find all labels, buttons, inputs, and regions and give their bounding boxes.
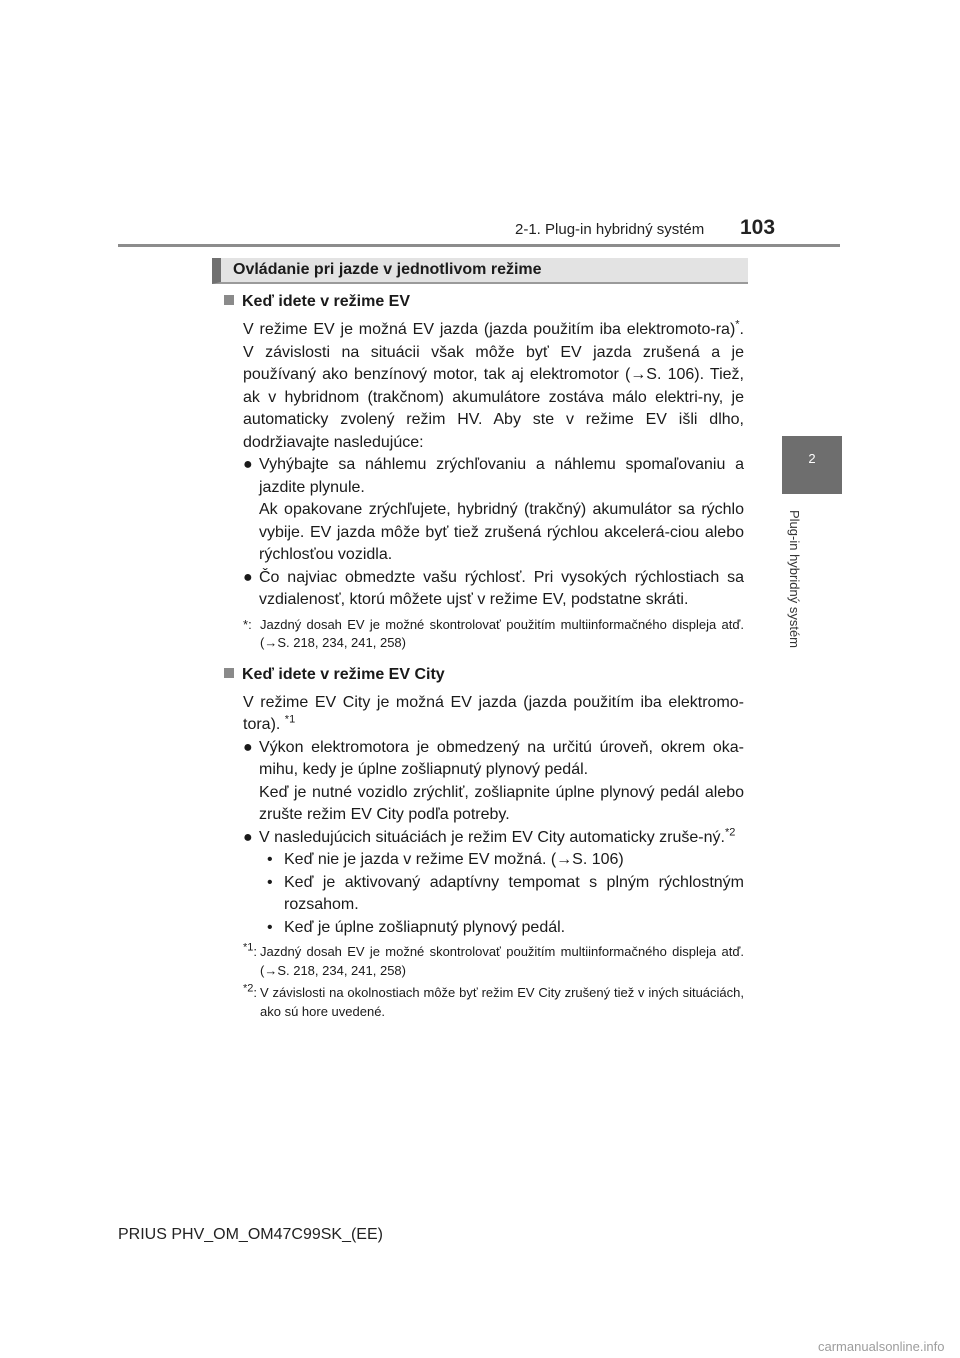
running-header-section: 2-1. Plug-in hybridný systém	[515, 221, 705, 238]
ev-city-bullet-2	[243, 827, 744, 850]
ev-city-intro-text: V režime EV City je možná EV jazda (jazda použitím iba elektromo-tora).	[243, 693, 744, 733]
sub-bullet-icon: •	[267, 918, 273, 936]
ev-city-bullet-1	[243, 737, 744, 827]
ev-mode-intro-text-2: . V závislosti na situácii však môže byť EV jazda zrušená a je používaný ako benzínový motor, tak aj elektromotor (→S. 106). Tiež, ak v hybridnom (trakčnom) akumulátore zostáva málo elektri-ny, je automaticky zvolený režim HV. Aby ste v režime EV išli dlho, dodržiavajte nasledujúce:	[243, 321, 744, 451]
footnote-text: Jazdný dosah EV je možné skontrolovať použitím multiinformačného displeja atď. (→S. 218, 234, 241, 258)	[260, 616, 744, 650]
bullet-text: Výkon elektromotora je obmedzený na určitú úroveň, okrem oka-mihu, kedy je úplne zošliapnutý plynový pedál.	[259, 738, 744, 778]
ev-mode-intro-text-1: V režime EV je možná EV jazda (jazda použitím iba elektromoto-ra)	[243, 321, 736, 338]
bullet-dot-icon: ●	[243, 828, 253, 846]
ev-city-heading	[224, 664, 744, 686]
footnote-text: V závislosti na okolnostiach môže byť režim EV City zrušený tiež v iných situáciách, ako sú hore uvedené.	[260, 985, 744, 1019]
ev-city-footnote-2	[243, 984, 744, 1021]
footnote-star: *1	[243, 941, 254, 954]
ev-city-intro	[243, 692, 744, 737]
chapter-side-title: Plug-in hybridný systém	[787, 510, 802, 648]
footnote-text: Jazdný dosah EV je možné skontrolovať použitím multiinformačného displeja atď. (→S. 218, 234, 241, 258)	[260, 944, 744, 978]
document-code: PRIUS PHV_OM_OM47C99SK_(EE)	[118, 1226, 383, 1243]
footnote-marker: *	[735, 318, 740, 331]
ev-city-footnote-1	[243, 943, 744, 980]
ev-city-title: Keď idete v režime EV City	[242, 665, 445, 683]
footnote-marker: *1	[284, 713, 296, 726]
sub-bullet-text: Keď nie je jazda v režime EV možná. (→S. 106)	[284, 851, 624, 868]
main-content	[224, 288, 744, 1021]
bullet-dot-icon: ●	[243, 456, 253, 473]
footnote-colon: :	[248, 616, 252, 632]
ev-mode-heading	[224, 291, 744, 313]
bullet-detail: Keď je nutné vozidlo zrýchliť, zošliapnite úplne plynový pedál alebo zrušte režim EV City podľa potreby.	[259, 783, 744, 823]
square-bullet-icon	[224, 295, 234, 305]
ev-city-sub-bullet-3	[267, 917, 744, 940]
ev-mode-footnote	[243, 616, 744, 653]
bullet-dot-icon: ●	[243, 568, 253, 586]
sub-bullet-text: Keď je aktivovaný adaptívny tempomat s plným rýchlostným rozsahom.	[284, 873, 744, 913]
sub-bullet-icon: •	[267, 873, 273, 891]
bullet-dot-icon: ●	[243, 738, 253, 756]
bullet-text: Vyhýbajte sa náhlemu zrýchľovaniu a náhlemu spomaľovaniu a jazdite plynule.	[259, 456, 744, 496]
footnote-marker	[243, 616, 252, 635]
sub-bullet-text: Keď je úplne zošliapnutý plynový pedál.	[284, 918, 566, 936]
footnote-star: *	[243, 616, 249, 632]
page-number: 103	[740, 216, 776, 239]
watermark: carmanualsonline.info	[818, 1339, 945, 1354]
section-heading-bar	[212, 258, 748, 284]
square-bullet-icon	[224, 668, 234, 678]
ev-city-sub-bullet-1	[267, 849, 744, 872]
footnote-marker: *2	[724, 826, 736, 839]
ev-mode-bullet-2	[243, 567, 744, 612]
bullet-text: Čo najviac obmedzte vašu rýchlosť. Pri vysokých rýchlostiach sa vzdialenosť, ktorú môžete ujsť v režime EV, podstatne skráti.	[259, 568, 744, 608]
bullet-text: V nasledujúcich situáciách je režim EV City automaticky zruše-ný.	[259, 828, 725, 846]
ev-mode-title: Keď idete v režime EV	[242, 293, 411, 310]
section-heading: Ovládanie pri jazde v jednotlivom režime	[233, 261, 542, 278]
ev-city-sub-bullet-2	[267, 872, 744, 917]
footnote-marker	[243, 943, 257, 962]
sub-bullet-icon: •	[267, 851, 273, 868]
footnote-marker	[243, 984, 257, 1003]
footnote-colon: :	[253, 944, 258, 959]
footnote-colon: :	[253, 985, 258, 1000]
ev-mode-bullet-1	[243, 454, 744, 567]
bullet-detail: Ak opakovane zrýchľujete, hybridný (trakčný) akumulátor sa rýchlo vybije. EV jazda môže byť tiež zrušená rýchlou akcelerá-ciou alebo rýchlosťou vozidla.	[259, 501, 744, 563]
ev-mode-intro	[243, 319, 744, 454]
header-rule	[118, 244, 840, 247]
footnote-star: *2	[243, 982, 254, 995]
chapter-tab-number: 2	[808, 451, 816, 466]
